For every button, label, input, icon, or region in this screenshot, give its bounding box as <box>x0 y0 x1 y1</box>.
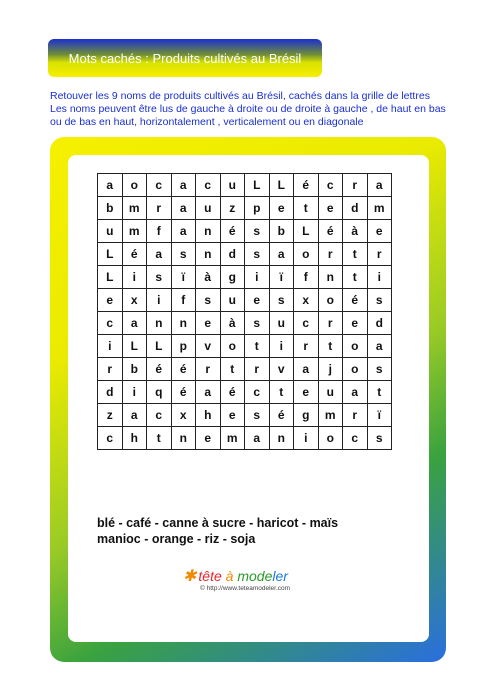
instruction-line: Retouver les 9 noms de produits cultivés au Brésil, cachés dans la grille de lettres <box>50 90 430 102</box>
grid-cell: a <box>269 243 294 266</box>
grid-cell: à <box>343 220 368 243</box>
grid-cell: o <box>343 358 368 381</box>
grid-cell: é <box>294 174 319 197</box>
page-title: Mots cachés : Produits cultivés au Brésil <box>68 51 302 66</box>
grid-cell: u <box>220 174 245 197</box>
grid-cell: s <box>367 289 392 312</box>
grid-cell: a <box>171 197 196 220</box>
grid-cell: t <box>318 335 343 358</box>
grid-cell: s <box>367 427 392 450</box>
grid-cell: L <box>98 243 123 266</box>
grid-cell: a <box>147 243 172 266</box>
grid-cell: e <box>318 197 343 220</box>
grid-cell: e <box>343 312 368 335</box>
grid-cell: i <box>98 335 123 358</box>
grid-cell: i <box>122 381 147 404</box>
grid-cell: p <box>171 335 196 358</box>
grid-cell: m <box>318 404 343 427</box>
grid-cell: a <box>343 381 368 404</box>
grid-cell: f <box>147 220 172 243</box>
grid-cell: é <box>122 243 147 266</box>
grid-cell: a <box>122 404 147 427</box>
grid-cell: t <box>343 243 368 266</box>
grid-cell: x <box>122 289 147 312</box>
grid-cell: b <box>269 220 294 243</box>
grid-cell: r <box>318 243 343 266</box>
grid-cell: e <box>196 312 221 335</box>
logo-part: à <box>221 568 238 584</box>
grid-cell: a <box>367 335 392 358</box>
grid-cell: f <box>294 266 319 289</box>
grid-cell: z <box>98 404 123 427</box>
grid-cell: j <box>318 358 343 381</box>
grid-cell: u <box>269 312 294 335</box>
grid-cell: r <box>147 197 172 220</box>
grid-cell: t <box>269 381 294 404</box>
grid-cell: t <box>220 358 245 381</box>
grid-cell: o <box>122 174 147 197</box>
grid-cell: a <box>196 381 221 404</box>
grid-cell: L <box>98 266 123 289</box>
grid-row <box>98 220 392 243</box>
grid-cell: r <box>196 358 221 381</box>
grid-cell: é <box>269 404 294 427</box>
grid-cell: t <box>294 197 319 220</box>
grid-cell: m <box>122 220 147 243</box>
grid-cell: c <box>98 427 123 450</box>
word-search-grid <box>97 173 392 450</box>
grid-row <box>98 243 392 266</box>
grid-cell: a <box>171 220 196 243</box>
grid-cell: r <box>245 358 270 381</box>
grid-row <box>98 358 392 381</box>
grid-cell: ï <box>171 266 196 289</box>
grid-cell: r <box>318 312 343 335</box>
grid-cell: s <box>196 289 221 312</box>
grid-cell: i <box>269 335 294 358</box>
grid-row <box>98 404 392 427</box>
grid-cell: é <box>343 289 368 312</box>
grid-cell: r <box>98 358 123 381</box>
grid-cell: u <box>98 220 123 243</box>
grid-cell: t <box>147 427 172 450</box>
grid-cell: m <box>122 197 147 220</box>
grid-cell: à <box>220 312 245 335</box>
grid-cell: h <box>196 404 221 427</box>
grid-cell: x <box>171 404 196 427</box>
grid-cell: é <box>171 381 196 404</box>
grid-cell: s <box>171 243 196 266</box>
grid-cell: d <box>98 381 123 404</box>
grid-cell: r <box>294 335 319 358</box>
grid-cell: i <box>147 289 172 312</box>
grid-cell: e <box>294 381 319 404</box>
grid-cell: n <box>318 266 343 289</box>
grid-cell: e <box>196 427 221 450</box>
grid-cell: i <box>245 266 270 289</box>
grid-cell: é <box>147 358 172 381</box>
grid-row <box>98 427 392 450</box>
grid-cell: n <box>147 312 172 335</box>
grid-cell: o <box>220 335 245 358</box>
word-list <box>97 515 417 547</box>
grid-cell: c <box>318 174 343 197</box>
grid-cell: c <box>147 404 172 427</box>
grid-cell: s <box>147 266 172 289</box>
grid-cell: n <box>196 243 221 266</box>
grid-cell: é <box>318 220 343 243</box>
title-banner <box>48 39 322 77</box>
grid-cell: L <box>294 220 319 243</box>
grid-row <box>98 381 392 404</box>
grid-cell: é <box>220 220 245 243</box>
grid-cell: p <box>245 197 270 220</box>
grid-cell: v <box>196 335 221 358</box>
grid-cell: n <box>171 427 196 450</box>
grid-cell: e <box>367 220 392 243</box>
grid-cell: c <box>196 174 221 197</box>
grid-cell: L <box>147 335 172 358</box>
grid-cell: ï <box>367 404 392 427</box>
grid-cell: n <box>196 220 221 243</box>
grid-cell: o <box>318 427 343 450</box>
grid-cell: q <box>147 381 172 404</box>
grid-cell: d <box>367 312 392 335</box>
grid-cell: s <box>245 243 270 266</box>
grid-cell: d <box>343 197 368 220</box>
grid-row <box>98 312 392 335</box>
grid-cell: é <box>220 381 245 404</box>
grid-cell: u <box>318 381 343 404</box>
grid-cell: a <box>294 358 319 381</box>
grid-cell: o <box>294 243 319 266</box>
grid-cell: i <box>367 266 392 289</box>
grid-cell: d <box>220 243 245 266</box>
grid-row <box>98 335 392 358</box>
grid-cell: s <box>245 312 270 335</box>
grid-cell: o <box>318 289 343 312</box>
grid-cell: m <box>367 197 392 220</box>
grid-cell: c <box>98 312 123 335</box>
grid-row <box>98 174 392 197</box>
grid-cell: r <box>343 174 368 197</box>
grid-cell: a <box>171 174 196 197</box>
teteamodeler-logo <box>183 566 288 586</box>
grid-row <box>98 197 392 220</box>
grid-cell: r <box>343 404 368 427</box>
grid-cell: x <box>294 289 319 312</box>
instructions <box>50 90 460 129</box>
grid-cell: s <box>245 404 270 427</box>
grid-cell: o <box>343 335 368 358</box>
grid-cell: g <box>220 266 245 289</box>
grid-cell: a <box>245 427 270 450</box>
grid-cell: r <box>367 243 392 266</box>
grid-cell: a <box>367 174 392 197</box>
grid-cell: n <box>171 312 196 335</box>
child-figure-icon: ✱ <box>183 568 197 585</box>
grid-cell: s <box>367 358 392 381</box>
word-list-line: blé - café - canne à sucre - haricot - maïs <box>97 516 339 530</box>
grid-cell: z <box>220 197 245 220</box>
grid-cell: a <box>98 174 123 197</box>
grid-row <box>98 266 392 289</box>
grid-cell: c <box>343 427 368 450</box>
logo-part: tête <box>198 568 222 584</box>
grid-cell: ï <box>269 266 294 289</box>
grid-cell: i <box>294 427 319 450</box>
logo-part: ler <box>272 568 288 584</box>
grid-cell: t <box>367 381 392 404</box>
grid-cell: e <box>269 197 294 220</box>
grid-cell: i <box>122 266 147 289</box>
grid-cell: v <box>269 358 294 381</box>
grid-cell: f <box>171 289 196 312</box>
grid-cell: é <box>171 358 196 381</box>
grid-cell: h <box>122 427 147 450</box>
grid-row <box>98 289 392 312</box>
grid-cell: t <box>245 335 270 358</box>
grid-cell: c <box>245 381 270 404</box>
grid-cell: s <box>245 220 270 243</box>
grid-cell: c <box>294 312 319 335</box>
grid-cell: e <box>245 289 270 312</box>
grid-cell: g <box>294 404 319 427</box>
instruction-line: ou de bas en haut, horizontalement , verticalement ou en diagonale <box>50 116 364 128</box>
grid-cell: a <box>122 312 147 335</box>
word-list-line: manioc - orange - riz - soja <box>97 532 256 546</box>
grid-cell: L <box>245 174 270 197</box>
grid-cell: L <box>269 174 294 197</box>
logo-part: mode <box>237 568 273 584</box>
grid-cell: u <box>196 197 221 220</box>
grid-cell: à <box>196 266 221 289</box>
grid-cell: b <box>98 197 123 220</box>
grid-cell: s <box>269 289 294 312</box>
grid-cell: t <box>343 266 368 289</box>
copyright-url: © http://www.teteamodeler.com <box>200 585 291 592</box>
grid-cell: e <box>98 289 123 312</box>
grid-cell: n <box>269 427 294 450</box>
instruction-line: Les noms peuvent être lus de gauche à droite ou de droite à gauche , de haut en bas <box>50 103 446 115</box>
grid-cell: b <box>122 358 147 381</box>
grid-cell: c <box>147 174 172 197</box>
grid-cell: e <box>220 404 245 427</box>
grid-cell: u <box>220 289 245 312</box>
grid-cell: m <box>220 427 245 450</box>
grid-cell: L <box>122 335 147 358</box>
